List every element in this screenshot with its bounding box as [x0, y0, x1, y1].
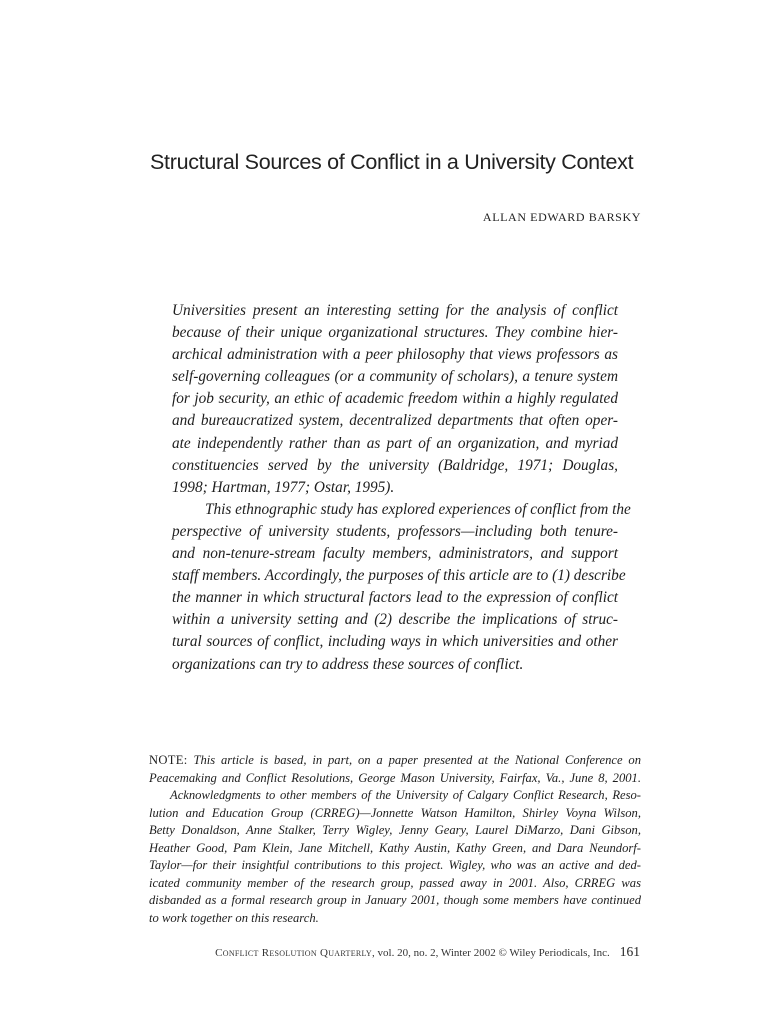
- abstract-line: 1998; Hartman, 1977; Ostar, 1995).: [172, 478, 395, 496]
- note-line: icated community member of the research group, passed away in 2001. Also, CRREG was: [149, 875, 641, 890]
- note-label: NOTE:: [149, 753, 188, 767]
- note-line: disbanded as a formal research group in January 2001, though some members have continued: [149, 893, 641, 907]
- abstract-line: and non-tenure-stream faculty members, administrators, and support: [172, 545, 618, 563]
- abstract-line: within a university setting and (2) describe the implications of struc-: [172, 611, 618, 629]
- note-line: [149, 752, 641, 770]
- abstract-line: tural sources of conflict, including ways in which universities and other: [172, 633, 618, 651]
- author-name: ALLAN EDWARD BARSKY: [482, 210, 641, 224]
- page-number: 161: [619, 944, 640, 959]
- note-text: This article is based, in part, on a paper presented at the National Conference on: [193, 753, 641, 767]
- footnote: [149, 752, 641, 927]
- journal-name: Conflict Resolution Quarterly: [215, 947, 373, 959]
- page-footer: [215, 944, 640, 960]
- note-line: Peacemaking and Conflict Resolutions, George Mason University, Fairfax, Va., June 8, 2001.: [149, 770, 641, 785]
- abstract-line: for job security, an ethic of academic freedom within a highly regulated: [172, 390, 618, 408]
- abstract-line: archical administration with a peer philosophy that views professors as: [172, 346, 618, 364]
- abstract-line: because of their unique organizational structures. They combine hier-: [172, 324, 618, 342]
- abstract-line: Universities present an interesting setting for the analysis of conflict: [172, 302, 618, 319]
- abstract-line: constituencies served by the university (Baldridge, 1971; Douglas,: [172, 456, 618, 474]
- abstract: [172, 300, 631, 676]
- abstract-line: This ethnographic study has explored experiences of conflict from the: [205, 500, 631, 518]
- abstract-line: organizations can try to address these sources of conflict.: [172, 655, 524, 673]
- abstract-line: perspective of university students, professors—including both tenure-: [172, 522, 618, 540]
- abstract-line: staff members. Accordingly, the purposes of this article are to (1) describe: [172, 567, 626, 585]
- note-line: Taylor—for their insightful contributions to this project. Wigley, who was an active and ded-: [149, 858, 641, 872]
- note-line: Heather Good, Pam Klein, Jane Mitchell, Kathy Austin, Kathy Green, and Dara Neundorf-: [149, 840, 641, 855]
- abstract-line: the manner in which structural factors lead to the expression of conflict: [172, 589, 618, 607]
- article-title: Structural Sources of Conflict in a University Context: [150, 150, 634, 174]
- note-line: Betty Donaldson, Anne Stalker, Terry Wigley, Jenny Geary, Laurel DiMarzo, Dani Gibson,: [149, 823, 641, 837]
- note-line: to work together on this research.: [149, 910, 319, 925]
- abstract-line: and bureaucratized system, decentralized departments that often oper-: [172, 412, 618, 430]
- note-line: Acknowledgments to other members of the University of Calgary Conflict Research, Reso-: [170, 788, 641, 802]
- journal-citation: , vol. 20, no. 2, Winter 2002 © Wiley Periodicals, Inc.: [372, 947, 610, 959]
- note-line: lution and Education Group (CRREG)—Jonnette Watson Hamilton, Shirley Voyna Wilson,: [149, 805, 641, 820]
- abstract-line: self-governing colleagues (or a community of scholars), a tenure system: [172, 368, 618, 386]
- abstract-line: ate independently rather than as part of an organization, and myriad: [172, 434, 618, 452]
